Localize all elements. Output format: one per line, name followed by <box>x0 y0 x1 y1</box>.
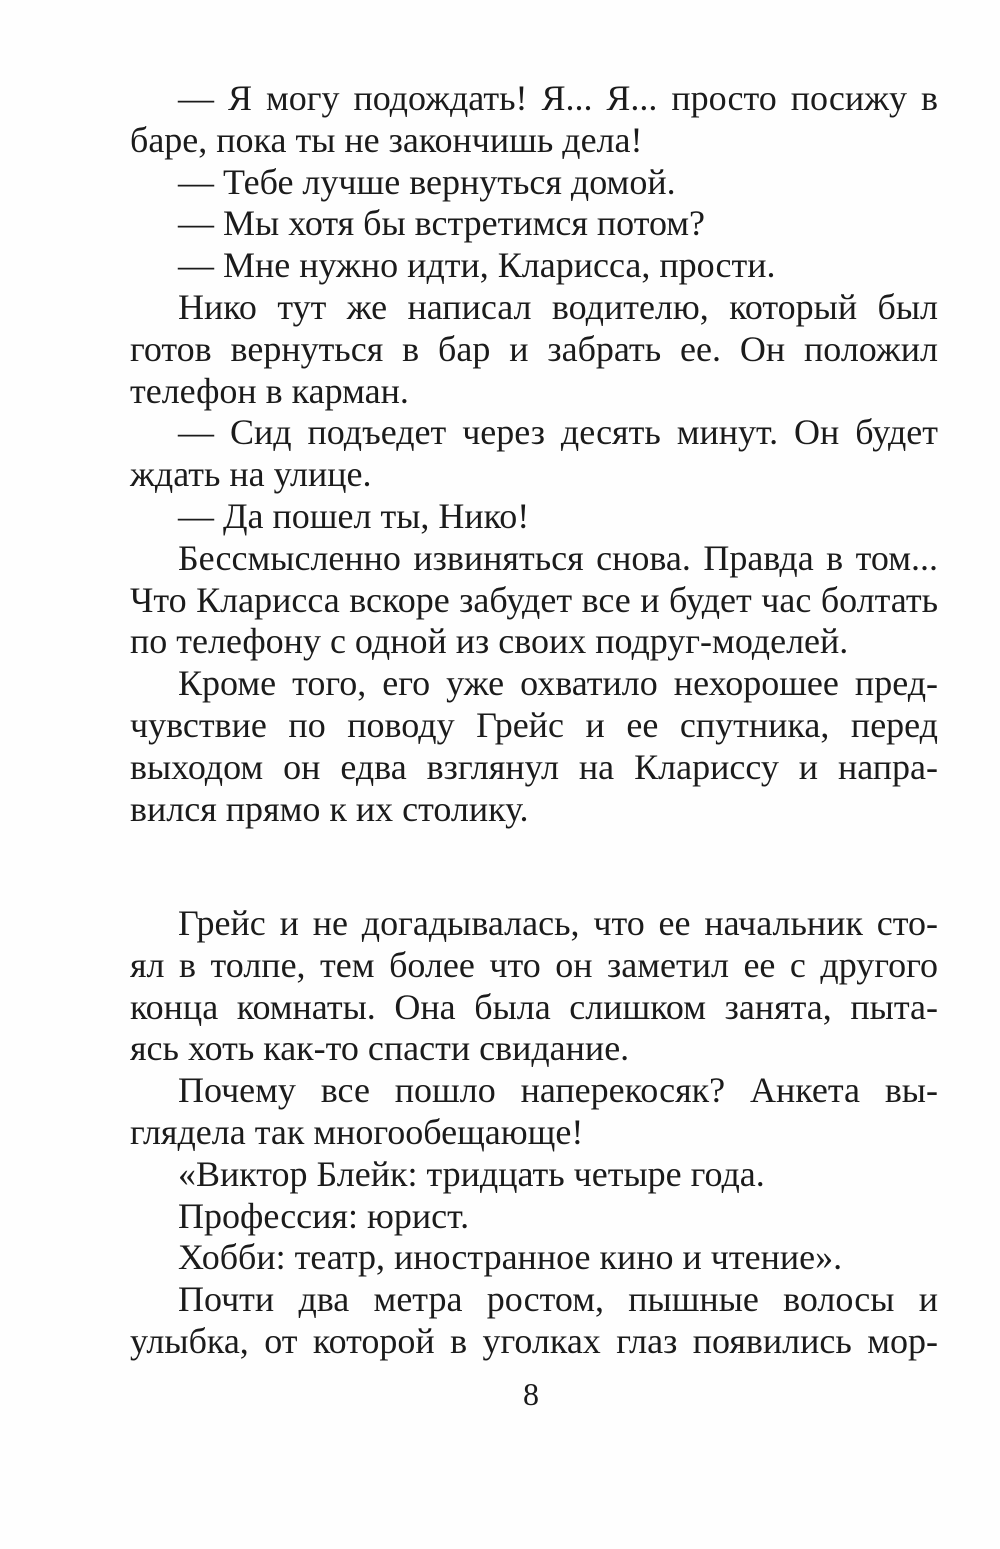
text-line: ясь хоть как-то спасти свидание. <box>130 1028 630 1069</box>
text-line: телефон в карман. <box>130 370 409 411</box>
text-section-2 <box>130 903 938 1363</box>
text-line: по телефону с одной из своих подруг-моделей. <box>130 621 849 662</box>
text-line: вился прямо к их столику. <box>130 788 529 829</box>
text-line: улыбка, от которой в уголках глаз появились мор- <box>130 1320 938 1361</box>
text-line: чувствие по поводу Грейс и ее спутника, перед <box>130 704 938 745</box>
text-line: Хобби: театр, иностранное кино и чтение». <box>178 1237 843 1278</box>
text-line: Бессмысленно извиняться снова. Правда в том... <box>178 537 938 578</box>
text-line: — Сид подъедет через десять минут. Он будет <box>178 412 938 453</box>
text-line: Нико тут же написал водителю, который был <box>178 286 938 327</box>
text-line: — Тебе лучше вернуться домой. <box>178 161 676 202</box>
text-line: «Виктор Блейк: тридцать четыре года. <box>178 1153 765 1194</box>
text-line: — Я могу подождать! Я... Я... просто посижу в <box>178 78 938 118</box>
text-line: — Мы хотя бы встретимся потом? <box>178 203 706 244</box>
text-line: — Да пошел ты, Нико! <box>178 495 530 536</box>
text-line: конца комнаты. Она была слишком занята, пыта- <box>130 986 938 1027</box>
page-number: 8 <box>523 1376 539 1412</box>
text-line: Профессия: юрист. <box>178 1195 470 1236</box>
text-line: баре, пока ты не закончишь дела! <box>130 119 643 160</box>
text-line: выходом он едва взглянул на Клариссу и напра- <box>130 746 938 787</box>
text-line: — Мне нужно идти, Кларисса, прости. <box>178 245 776 286</box>
text-line: Что Кларисса вскоре забудет все и будет час болтать <box>130 579 938 620</box>
text-line: ял в толпе, тем более что он заметил ее с другого <box>130 944 938 985</box>
text-line: Грейс и не догадывалась, что ее начальник сто- <box>178 903 938 943</box>
text-line: ждать на улице. <box>130 454 372 495</box>
text-line: Почему все пошло наперекосяк? Анкета вы- <box>178 1070 938 1111</box>
text-section-1 <box>130 78 938 830</box>
text-line: готов вернуться в бар и забрать ее. Он положил <box>130 328 938 369</box>
text-line: глядела так многообещающе! <box>130 1111 584 1152</box>
text-line: Кроме того, его уже охватило нехорошее пред- <box>178 663 938 704</box>
text-line: Почти два метра ростом, пышные волосы и <box>178 1279 938 1320</box>
